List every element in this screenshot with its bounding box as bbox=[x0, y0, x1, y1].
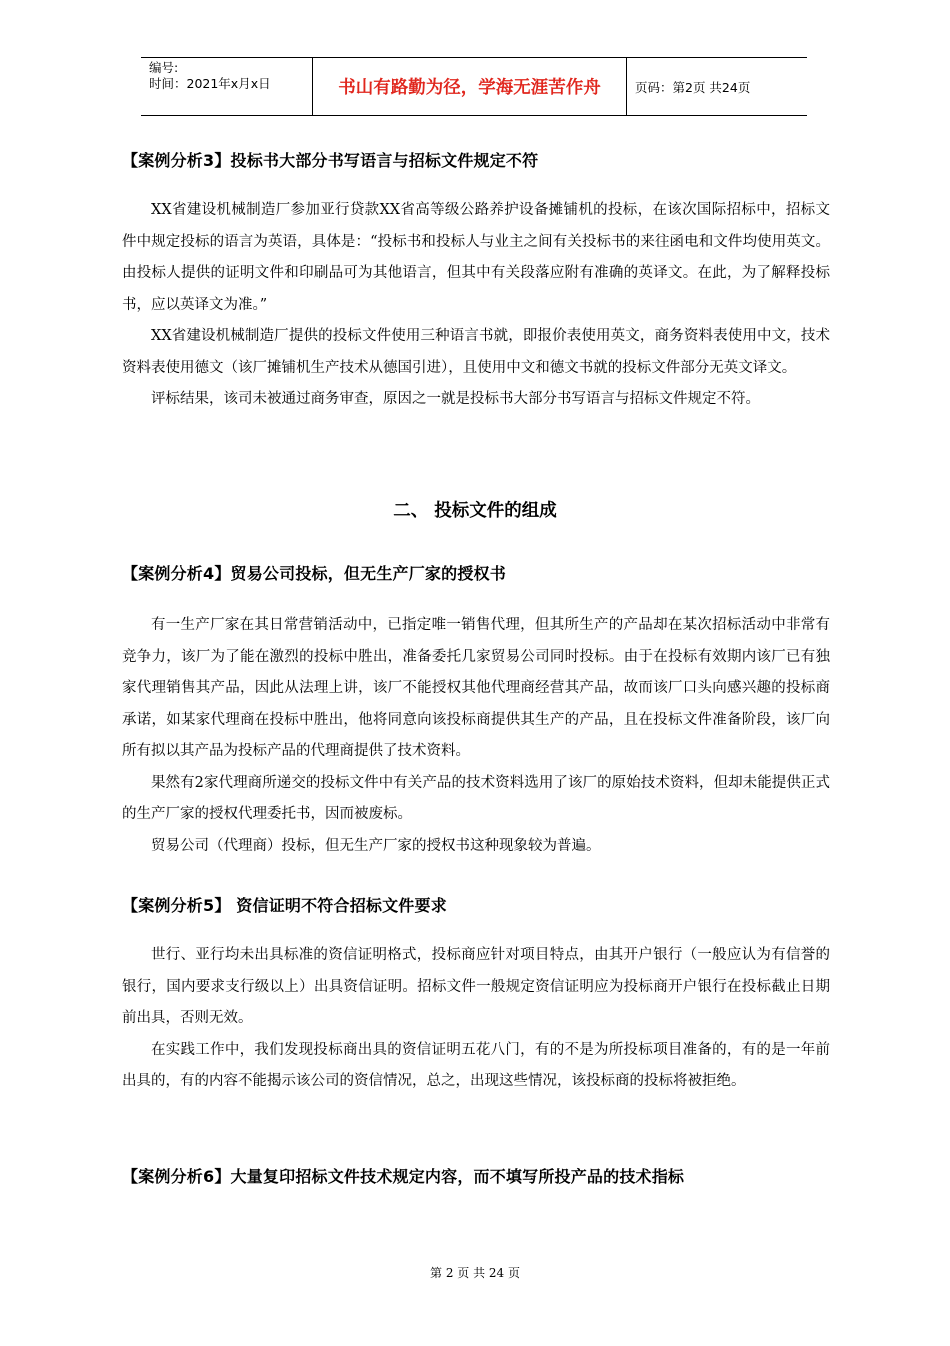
paragraph: XX省建设机械制造厂提供的投标文件使用三种语言书就，即报价表使用英文，商务资料表使用中文，技术资料表使用德文（该厂摊铺机生产技术从德国引进），且使用中文和德文书就的投标文件部分无英文译文。 bbox=[122, 328, 830, 376]
page-header bbox=[141, 57, 807, 116]
paragraph: 世行、亚行均未出具标准的资信证明格式，投标商应针对项目特点，由其开户银行（一般应认为有信誉的银行，国内要求支行级以上）出具资信证明。招标文件一般规定资信证明应为投标商开户银行在投标截止日期前出具，否则无效。 bbox=[122, 947, 830, 1026]
case3-title: 【案例分析3】投标书大部分书写语言与招标文件规定不符 bbox=[122, 151, 539, 170]
paragraph: XX省建设机械制造厂参加亚行贷款XX省高等级公路养护设备摊铺机的投标，在该次国际招标中，招标文件中规定投标的语言为英语，具体是：“投标书和投标人与业主之间有关投标书的来往函电和文件均使用英文。由投标人提供的证明文件和印刷品可为其他语言，但其中有关段落应附有准确的英译文。在此，为了解释投标书，应以英译文为准。” bbox=[122, 202, 830, 313]
section-heading: 二、 投标文件的组成 bbox=[393, 501, 557, 521]
case3-body bbox=[122, 195, 830, 416]
header-page-info: 页码：第2页 共24页 bbox=[635, 79, 751, 95]
case6-title: 【案例分析6】大量复印招标文件技术规定内容，而不填写所投产品的技术指标 bbox=[122, 1167, 685, 1186]
header-number-label: 编号: bbox=[149, 60, 179, 75]
case4-title: 【案例分析4】贸易公司投标，但无生产厂家的授权书 bbox=[122, 564, 506, 583]
header-time-label: 时间：2021年x月x日 bbox=[149, 76, 271, 91]
case5-body bbox=[122, 940, 830, 1098]
header-motto: 书山有路勤为径，学海无涯苦作舟 bbox=[313, 58, 627, 115]
paragraph: 评标结果，该司未被通过商务审查，原因之一就是投标书大部分书写语言与招标文件规定不符。 bbox=[151, 391, 760, 407]
header-meta bbox=[141, 58, 313, 115]
paragraph: 果然有2家代理商所递交的投标文件中有关产品的技术资料选用了该厂的原始技术资料，但却未能提供正式的生产厂家的授权代理委托书，因而被废标。 bbox=[122, 774, 830, 822]
paragraph: 在实践工作中，我们发现投标商出具的资信证明五花八门，有的不是为所投标项目准备的，有的是一年前出具的，有的内容不能揭示该公司的资信情况，总之，出现这些情况，该投标商的投标将被拒绝。 bbox=[122, 1041, 830, 1089]
page-footer: 第 2 页 共 24 页 bbox=[430, 1266, 520, 1280]
case4-body bbox=[122, 610, 830, 862]
paragraph: 贸易公司（代理商）投标，但无生产厂家的授权书这种现象较为普遍。 bbox=[151, 837, 601, 854]
case5-title: 【案例分析5】 资信证明不符合招标文件要求 bbox=[122, 896, 447, 915]
paragraph: 有一生产厂家在其日常营销活动中，已指定唯一销售代理，但其所生产的产品却在某次招标活动中非常有竞争力，该厂为了能在激烈的投标中胜出，准备委托几家贸易公司同时投标。由于在投标有效期内该厂已有独家代理销售其产品，因此从法理上讲，该厂不能授权其他代理商经营其产品，故而该厂口头向感兴趣的投标商承诺，如某家代理商在投标中胜出，他将同意向该投标商提供其生产的产品，且在投标文件准备阶段，该厂向所有拟以其产品为投标产品的代理商提供了技术资料。 bbox=[122, 617, 830, 759]
